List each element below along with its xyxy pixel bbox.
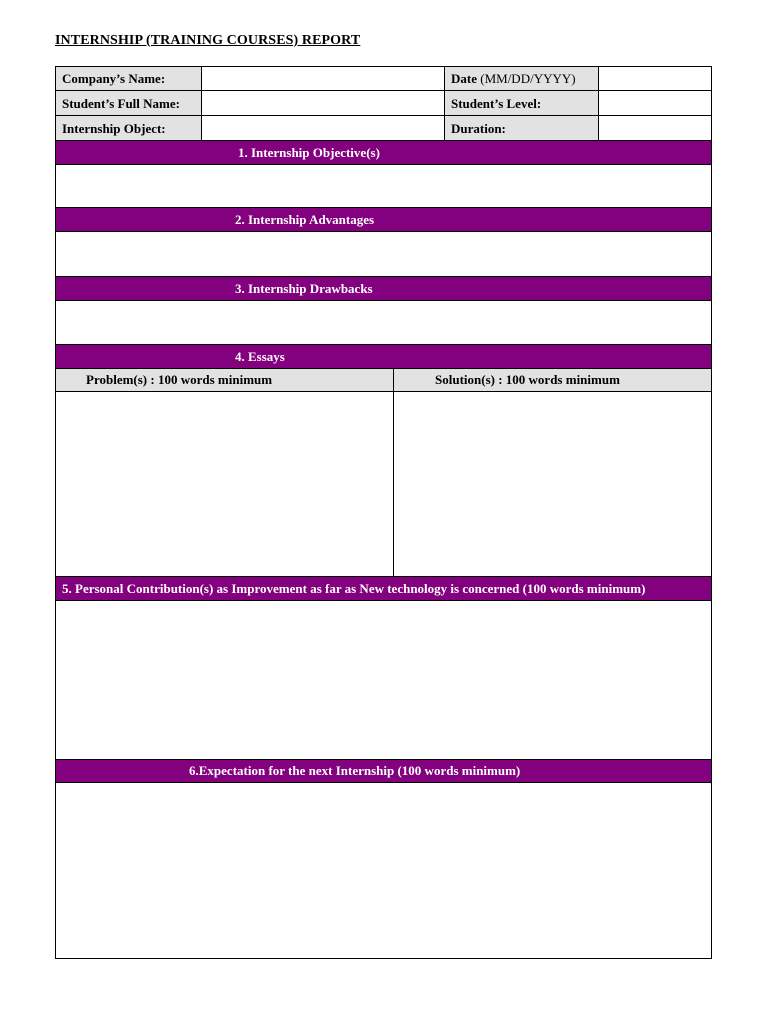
date-label-text: Date [451,71,477,86]
student-level-label: Student’s Level: [444,90,599,116]
section-objective-header: 1. Internship Objective(s) [55,140,712,165]
essay-problem-header: Problem(s) : 100 words minimum [55,368,394,392]
section-advantages-header: 2. Internship Advantages [55,207,712,232]
expectation-text-area[interactable] [55,782,712,959]
advantages-text-area[interactable] [55,231,712,277]
essay-solution-header: Solution(s) : 100 words minimum [393,368,712,392]
date-field[interactable] [598,66,712,91]
contribution-text-area[interactable] [55,600,712,760]
student-level-field[interactable] [598,90,712,116]
section-essays-header: 4. Essays [55,344,712,369]
document-title: INTERNSHIP (TRAINING COURSES) REPORT [55,33,361,48]
company-name-label: Company’s Name: [55,66,202,91]
student-name-label: Student’s Full Name: [55,90,202,116]
company-name-field[interactable] [201,66,445,91]
student-name-field[interactable] [201,90,445,116]
duration-label: Duration: [444,115,599,141]
drawbacks-text-area[interactable] [55,300,712,345]
internship-object-label: Internship Object: [55,115,202,141]
date-format-hint: (MM/DD/YYYY) [477,71,576,86]
section-drawbacks-header: 3. Internship Drawbacks [55,276,712,301]
internship-object-field[interactable] [201,115,445,141]
objective-text-area[interactable] [55,164,712,208]
section-expectation-header: 6.Expectation for the next Internship (100 words minimum) [55,759,712,783]
date-label [444,66,599,91]
duration-field[interactable] [598,115,712,141]
solution-text-area[interactable] [393,391,712,577]
problem-text-area[interactable] [55,391,394,577]
section-contribution-header: 5. Personal Contribution(s) as Improvement as far as New technology is concerned (100 words minimum) [55,576,712,601]
